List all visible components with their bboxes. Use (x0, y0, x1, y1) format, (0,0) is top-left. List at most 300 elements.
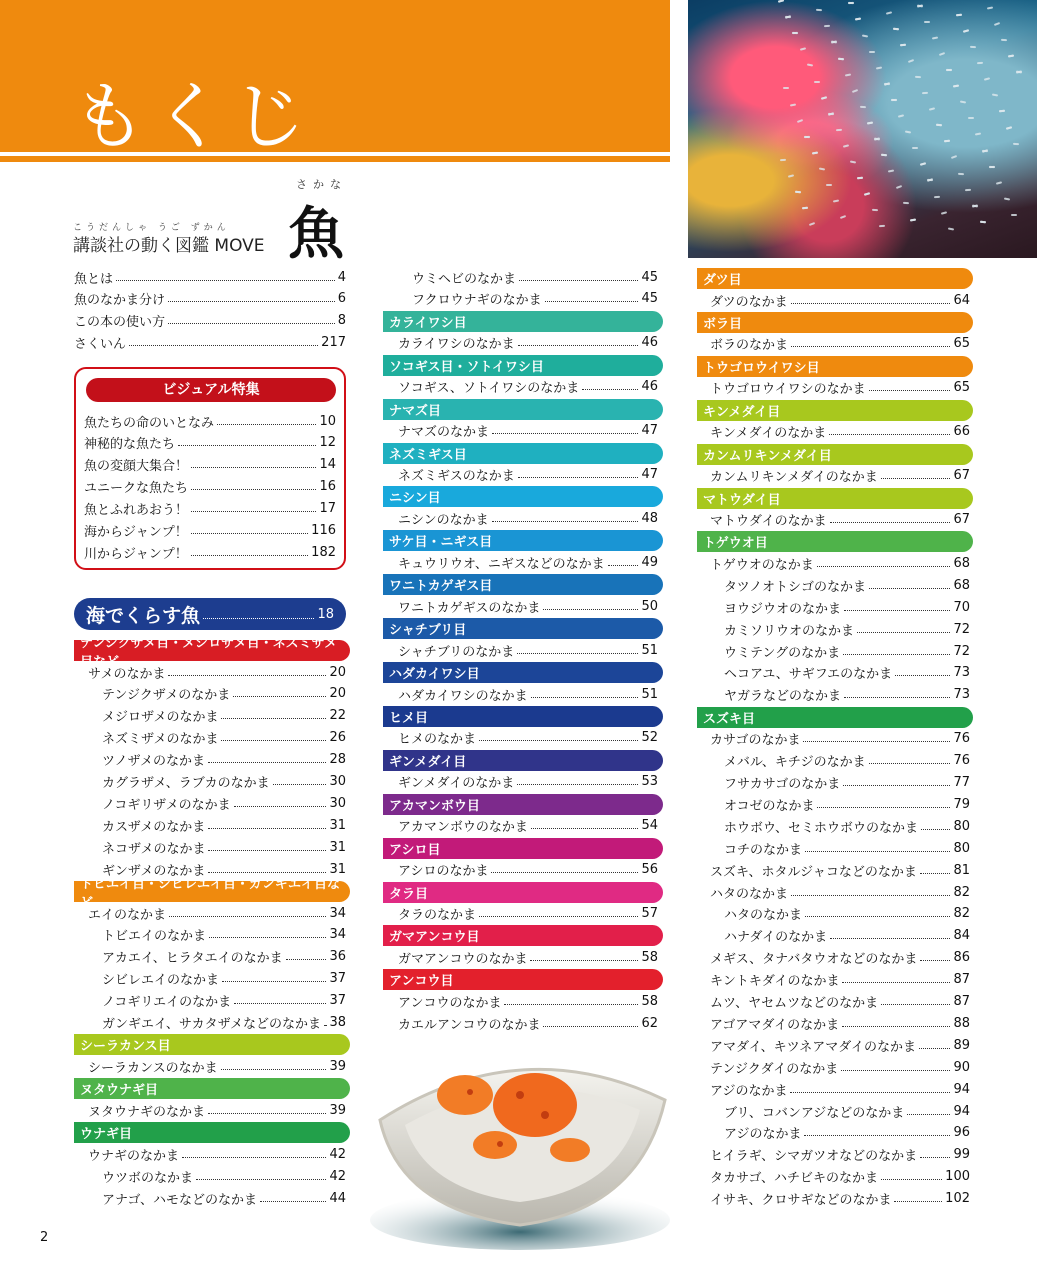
toc-entry[interactable] (412, 289, 658, 309)
leader-dots (869, 763, 951, 764)
leader-dots (907, 1114, 950, 1115)
toc-entry[interactable] (74, 289, 346, 309)
toc-entry-label: シャチブリのなかま (398, 644, 515, 660)
toc-entry[interactable] (88, 1056, 346, 1076)
toc-entry-label: ネズミザメのなかま (102, 732, 219, 748)
toc-entry[interactable] (710, 290, 970, 310)
section-header[interactable]: テンジクザメ目・メジロザメ目・ネズミザメ目など (74, 640, 350, 661)
school-fish-speck (968, 117, 974, 119)
toc-entry[interactable] (398, 684, 658, 704)
toc-entry[interactable] (724, 1101, 970, 1121)
toc-entry[interactable] (84, 455, 336, 475)
toc-entry[interactable] (398, 728, 658, 748)
school-fish-speck (857, 177, 863, 179)
toc-entry[interactable] (398, 904, 658, 924)
school-fish-speck (977, 62, 983, 65)
toc-entry-page: 67 (953, 512, 970, 527)
school-fish-speck (934, 195, 940, 198)
toc-entry[interactable] (74, 311, 346, 331)
toc-entry-label: カサゴのなかま (710, 733, 801, 749)
section-header[interactable]: トゲウオ目 (697, 531, 973, 552)
toc-entry[interactable] (710, 334, 970, 354)
toc-entry[interactable] (710, 1189, 970, 1209)
school-fish-speck (826, 184, 832, 186)
toc-entry-page: 81 (953, 862, 970, 878)
toc-entry-label: ノコギリザメのなかま (102, 797, 231, 813)
leader-dots (504, 1004, 638, 1005)
leader-dots (805, 851, 950, 852)
section-header[interactable]: ヌタウナギ目 (74, 1078, 350, 1099)
leader-dots (208, 828, 326, 829)
toc-entry-page: 51 (641, 642, 658, 658)
toc-entry[interactable] (710, 1013, 970, 1033)
school-fish-speck (1003, 197, 1009, 200)
leader-dots (857, 632, 950, 633)
toc-entry-label: 神秘的な魚たち (84, 437, 176, 453)
toc-entry[interactable] (84, 411, 336, 431)
toc-entry-page: 76 (953, 753, 970, 769)
toc-entry[interactable] (412, 267, 658, 287)
leader-dots (208, 762, 326, 763)
school-fish-speck (879, 225, 885, 228)
toc-entry-page: 48 (641, 510, 658, 526)
toc-entry-page: 49 (641, 554, 658, 570)
toc-entry[interactable] (102, 815, 346, 835)
section-header[interactable]: トビエイ目・シビレエイ目・ガンギエイ目など (74, 881, 350, 902)
leader-dots (191, 467, 316, 468)
school-fish-speck (881, 154, 887, 157)
leader-dots (182, 1157, 326, 1158)
school-fish-speck (944, 140, 950, 142)
school-fish-speck (979, 220, 985, 223)
toc-entry-label: テンジクザメのなかま (102, 688, 231, 704)
toc-entry-page: 8 (337, 313, 346, 329)
toc-entry-label: カンムリキンメダイのなかま (710, 470, 878, 486)
toc-entry[interactable] (398, 991, 658, 1011)
leader-dots (234, 1003, 326, 1004)
toc-entry[interactable] (710, 378, 970, 398)
section-header[interactable]: アシロ目 (383, 838, 663, 859)
toc-entry-page: 42 (329, 1168, 346, 1184)
toc-entry-label: ボラのなかま (710, 338, 789, 354)
toc-entry[interactable] (398, 552, 658, 572)
toc-entry-page: 37 (329, 971, 346, 987)
leader-dots (203, 618, 314, 619)
toc-entry[interactable] (398, 596, 658, 616)
toc-entry-label: アンコウのなかま (398, 995, 502, 1011)
toc-entry[interactable] (84, 499, 336, 519)
toc-entry-page: 90 (953, 1059, 970, 1075)
section-header[interactable]: ダツ目 (697, 268, 973, 289)
section-header[interactable]: マトウダイ目 (697, 488, 973, 509)
leader-dots (208, 1113, 326, 1114)
leader-dots (608, 565, 639, 566)
toc-entry-page: 182 (311, 544, 336, 560)
toc-entry-page: 47 (641, 467, 658, 482)
toc-entry[interactable] (724, 575, 970, 595)
toc-entry-page: 67 (953, 468, 970, 484)
toc-entry[interactable] (88, 1144, 346, 1164)
section-header[interactable]: タラ目 (383, 882, 663, 903)
toc-entry[interactable] (102, 772, 346, 792)
school-fish-speck (852, 89, 858, 93)
toc-entry-page: 52 (641, 730, 658, 746)
section-header[interactable]: ネズミギス目 (383, 443, 663, 464)
leader-dots (582, 389, 638, 390)
leader-dots (919, 1048, 950, 1049)
toc-entry[interactable] (710, 729, 970, 749)
section-header[interactable]: アカマンボウ目 (383, 794, 663, 815)
leader-dots (233, 696, 326, 697)
school-fish-speck (872, 209, 878, 212)
toc-entry-page: 116 (311, 523, 336, 538)
toc-entry-label: ブリ、コバンアジなどのなかま (724, 1105, 905, 1121)
toc-entry[interactable] (710, 1145, 970, 1165)
toc-entry[interactable] (724, 816, 970, 836)
leader-dots (168, 301, 335, 302)
toc-entry[interactable] (724, 619, 970, 639)
school-fish-speck (991, 94, 997, 97)
section-header[interactable]: アンコウ目 (383, 969, 663, 990)
leader-dots (519, 280, 638, 281)
toc-entry-page: 46 (641, 335, 658, 351)
toc-entry-page: 4 (337, 269, 346, 285)
section-header[interactable]: ナマズ目 (383, 399, 663, 420)
leader-dots (518, 477, 639, 478)
toc-entry-label: アマダイ、キツネアマダイのなかま (710, 1039, 917, 1055)
section-header[interactable]: ニシン目 (383, 486, 663, 507)
leader-dots (208, 850, 326, 851)
toc-entry-label: シーラカンスのなかま (88, 1060, 218, 1076)
toc-entry[interactable] (710, 510, 970, 530)
toc-entry[interactable] (74, 333, 346, 353)
toc-entry[interactable] (88, 662, 346, 682)
toc-entry[interactable] (724, 794, 970, 814)
toc-entry-label: カミソリウオのなかま (724, 623, 855, 639)
school-fish-speck (915, 76, 921, 79)
toc-entry[interactable] (710, 1035, 970, 1055)
toc-entry[interactable] (102, 969, 346, 989)
leader-dots (844, 610, 950, 611)
toc-entry[interactable] (398, 816, 658, 836)
toc-entry[interactable] (84, 433, 336, 453)
toc-entry[interactable] (710, 882, 970, 902)
toc-entry-label: ネコザメのなかま (102, 841, 206, 857)
toc-entry-page: 39 (329, 1102, 346, 1118)
toc-entry[interactable] (724, 926, 970, 946)
toc-entry-page: 45 (641, 269, 658, 285)
leader-dots (805, 916, 950, 917)
school-fish-speck (931, 36, 937, 39)
toc-entry-label: カライワシのなかま (398, 337, 515, 353)
leader-dots (791, 303, 951, 304)
section-header[interactable]: ワニトカゲギス目 (383, 574, 663, 595)
toc-entry[interactable] (102, 793, 346, 813)
leader-dots (217, 424, 316, 425)
leader-dots (273, 784, 327, 785)
section-header[interactable]: シーラカンス目 (74, 1034, 350, 1055)
leader-dots (881, 1179, 942, 1180)
toc-entry[interactable] (398, 860, 658, 880)
leader-dots (479, 740, 638, 741)
school-fish-speck (809, 222, 815, 226)
school-fish-speck (958, 172, 964, 175)
leader-dots (116, 280, 335, 281)
toc-entry[interactable] (398, 465, 658, 485)
toc-entry-page: 54 (641, 818, 658, 834)
section-header[interactable]: ソコギス目・ソトイワシ目 (383, 355, 663, 376)
sea-section-bar[interactable] (74, 598, 346, 630)
school-fish-speck (838, 57, 844, 60)
toc-entry-page: 51 (641, 686, 658, 702)
toc-entry[interactable] (84, 477, 336, 497)
toc-entry[interactable] (398, 508, 658, 528)
school-fish-speck (924, 21, 930, 23)
toc-entry-page: 82 (953, 884, 970, 900)
school-fish-speck (905, 131, 911, 134)
section-header[interactable]: シャチブリ目 (383, 618, 663, 639)
toc-entry[interactable] (398, 772, 658, 792)
toc-entry[interactable] (102, 925, 346, 945)
toc-entry-page: 57 (641, 906, 658, 921)
toc-entry-page: 72 (953, 621, 970, 637)
toc-entry[interactable] (88, 1100, 346, 1120)
leader-dots (843, 785, 950, 786)
section-header[interactable]: カライワシ目 (383, 311, 663, 332)
toc-entry[interactable] (710, 1167, 970, 1187)
toc-entry[interactable] (398, 640, 658, 660)
toc-entry-label: コチのなかま (724, 842, 803, 858)
toc-entry-page: 80 (953, 840, 970, 856)
school-fish-speck (951, 155, 957, 159)
toc-entry-page: 72 (953, 643, 970, 659)
toc-entry-page: 47 (641, 423, 658, 439)
toc-entry[interactable] (710, 948, 970, 968)
leader-dots (843, 654, 950, 655)
school-fish-speck (819, 167, 825, 170)
toc-entry[interactable] (710, 553, 970, 573)
section-header[interactable]: ハダカイワシ目 (383, 662, 663, 683)
leader-dots (191, 555, 308, 556)
toc-entry-page: 84 (953, 928, 970, 944)
toc-entry-page: 31 (329, 861, 346, 877)
toc-entry[interactable] (398, 333, 658, 353)
toc-entry-page: 76 (953, 731, 970, 747)
toc-entry-page: 73 (953, 665, 970, 681)
section-header[interactable]: トウゴロウイワシ目 (697, 356, 973, 377)
leader-dots (817, 566, 951, 567)
school-fish-speck (785, 15, 791, 19)
toc-entry[interactable] (710, 970, 970, 990)
leader-dots (545, 301, 639, 302)
section-header[interactable]: ボラ目 (697, 312, 973, 333)
school-fish-speck (888, 170, 894, 173)
school-fish-speck (941, 211, 947, 214)
visual-feature-title: ビジュアル特集 (86, 378, 336, 402)
toc-entry-page: 70 (953, 599, 970, 615)
toc-entry-label: ソコギス、ソトイワシのなかま (398, 381, 580, 397)
leader-dots (129, 345, 318, 346)
school-fish-speck (876, 66, 882, 69)
school-fish-speck (780, 158, 786, 161)
toc-entry-page: 17 (319, 501, 336, 517)
leader-dots (286, 959, 327, 960)
section-header[interactable]: ガマアンコウ目 (383, 925, 663, 946)
toc-entry[interactable] (102, 728, 346, 748)
toc-entry[interactable] (724, 838, 970, 858)
toc-entry-page: 65 (953, 380, 970, 396)
leader-dots (191, 489, 316, 490)
toc-entry-label: アジのなかま (710, 1083, 788, 1099)
toc-entry-label: 魚とふれあおう！ (84, 503, 189, 519)
toc-entry[interactable] (710, 860, 970, 880)
section-header[interactable]: カンムリキンメダイ目 (697, 444, 973, 465)
school-fish-speck (807, 64, 813, 67)
toc-entry[interactable] (84, 521, 336, 541)
school-fish-speck (843, 144, 849, 147)
toc-entry[interactable] (88, 903, 346, 923)
book-title-ruby: さかな (296, 178, 347, 191)
toc-entry[interactable] (84, 542, 336, 562)
toc-entry-label: ウミテングのなかま (724, 645, 841, 661)
toc-entry[interactable] (102, 1166, 346, 1186)
leader-dots (492, 433, 638, 434)
school-fish-speck (996, 181, 1002, 184)
school-fish-speck (975, 133, 981, 136)
toc-entry[interactable] (102, 1188, 346, 1208)
toc-entry[interactable] (102, 991, 346, 1011)
toc-entry-label: 魚とは (74, 271, 114, 287)
toc-entry-label: ヌタウナギのなかま (88, 1104, 206, 1120)
school-fish-speck (824, 25, 830, 28)
school-fish-speck (799, 48, 805, 51)
toc-entry-label: メバル、キチジのなかま (724, 755, 866, 771)
toc-entry[interactable] (710, 992, 970, 1012)
leader-dots (191, 511, 316, 512)
toc-entry[interactable] (102, 1013, 346, 1033)
toc-entry[interactable] (724, 904, 970, 924)
toc-entry-page: 96 (953, 1125, 970, 1141)
toc-entry-label: ノコギリエイのなかま (102, 995, 232, 1011)
toc-entry-page: 87 (953, 972, 970, 988)
toc-entry-label: ヒイラギ、シマガツオなどのなかま (710, 1149, 918, 1165)
toc-entry-label: カグラザメ、ラブカのなかま (102, 776, 270, 791)
toc-entry-label: テンジクダイのなかま (710, 1061, 839, 1077)
toc-entry[interactable] (102, 684, 346, 704)
leader-dots (492, 521, 639, 522)
toc-entry-page: 31 (329, 839, 346, 855)
leader-dots (804, 1135, 950, 1136)
section-header[interactable]: ヒメ目 (383, 706, 663, 727)
leader-dots (803, 741, 950, 742)
toc-entry-page: 77 (953, 775, 970, 790)
school-fish-speck (1006, 126, 1012, 129)
toc-entry[interactable] (398, 1013, 658, 1033)
toc-entry[interactable] (102, 706, 346, 726)
school-fish-speck (946, 69, 952, 72)
section-header[interactable]: ギンメダイ目 (383, 750, 663, 771)
toc-entry-label: ツノザメのなかま (102, 754, 205, 770)
toc-entry-label: タカサゴ、ハチビキのなかま (710, 1171, 878, 1187)
toc-entry[interactable] (398, 377, 658, 397)
toc-entry[interactable] (710, 422, 970, 442)
toc-entry[interactable] (102, 837, 346, 857)
toc-entry[interactable] (724, 597, 970, 617)
toc-entry-label: タラのなかま (398, 908, 477, 923)
toc-entry[interactable] (724, 641, 970, 661)
section-header[interactable]: サケ目・ニギス目 (383, 530, 663, 551)
leader-dots (920, 1157, 950, 1158)
school-fish-speck (802, 207, 808, 209)
school-fish-speck (919, 163, 925, 166)
school-fish-speck (929, 107, 935, 110)
toc-entry[interactable] (398, 947, 658, 967)
toc-entry-label: キュウリウオ、ニギスなどのなかま (398, 556, 605, 572)
toc-entry-page: 64 (953, 292, 970, 308)
school-fish-speck (895, 185, 901, 189)
toc-entry[interactable] (724, 1123, 970, 1143)
school-fish-speck (886, 11, 892, 14)
school-fish-speck (790, 103, 796, 106)
toc-entry-label: アカエイ、ヒラタエイのなかま (102, 951, 283, 967)
school-fish-speck (816, 9, 822, 12)
toc-entry-label: ガンギエイ、サカタザメなどのなかま (102, 1017, 322, 1032)
toc-entry[interactable] (102, 947, 346, 967)
leader-dots (895, 675, 950, 676)
leader-dots (479, 916, 638, 917)
toc-entry-label: ワニトカゲギスのなかま (398, 600, 541, 616)
section-header[interactable]: ウナギ目 (74, 1122, 350, 1143)
toc-entry-page: 62 (641, 1015, 658, 1031)
toc-entry[interactable] (724, 751, 970, 771)
toc-entry-page: 20 (329, 664, 346, 680)
toc-entry-label: トウゴロウイワシのなかま (710, 382, 866, 398)
toc-entry[interactable] (102, 750, 346, 770)
toc-entry[interactable] (398, 421, 658, 441)
toc-entry-label: フクロウナギのなかま (412, 293, 542, 309)
book-subtitle: 講談社の動く図鑑 MOVE (73, 236, 265, 256)
school-fish-speck (821, 96, 827, 99)
section-header[interactable]: スズキ目 (697, 707, 973, 728)
toc-entry-page: 80 (953, 818, 970, 834)
school-fish-speck (970, 46, 976, 49)
toc-entry-page: 68 (953, 577, 970, 593)
toc-entry[interactable] (724, 773, 970, 793)
toc-entry-label: ハナダイのなかま (724, 930, 828, 946)
toc-entry-page: 99 (953, 1147, 970, 1163)
toc-entry[interactable] (724, 685, 970, 705)
toc-entry[interactable] (710, 1079, 970, 1099)
toc-entry[interactable] (710, 466, 970, 486)
leader-dots (324, 1025, 326, 1026)
toc-entry-label: 海からジャンプ！ (84, 525, 188, 540)
toc-entry-page: 31 (329, 817, 346, 833)
school-fish-speck (862, 34, 868, 37)
toc-entry-label: エイのなかま (88, 907, 167, 923)
toc-entry[interactable] (710, 1057, 970, 1077)
school-fish-speck (795, 190, 801, 193)
toc-entry-label: キントキダイのなかま (710, 974, 840, 990)
toc-entry-page: 10 (319, 413, 336, 429)
toc-entry[interactable] (724, 663, 970, 683)
toc-entry-page: 73 (953, 687, 970, 703)
toc-entry-page: 39 (329, 1058, 346, 1074)
section-header[interactable]: キンメダイ目 (697, 400, 973, 421)
toc-entry-label: サメのなかま (88, 666, 166, 682)
school-fish-speck (910, 218, 916, 221)
toc-entry-label: マトウダイのなかま (710, 514, 827, 529)
toc-entry[interactable] (74, 267, 346, 287)
